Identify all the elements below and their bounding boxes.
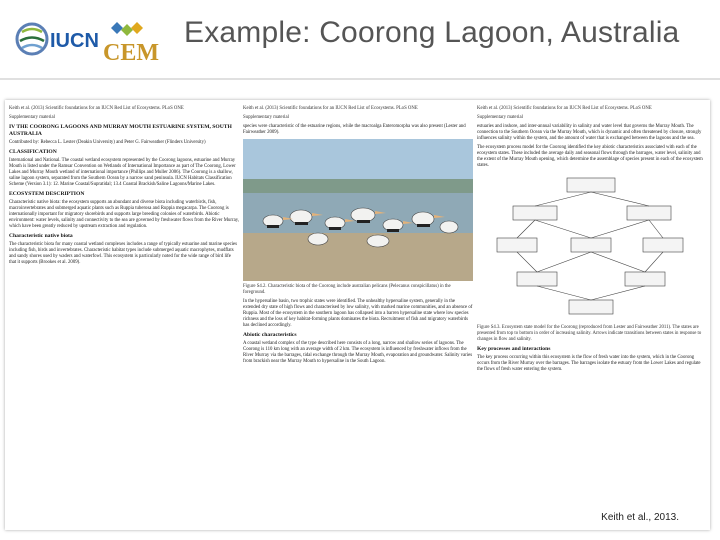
running-header: Keith et al. (2013) Scientific foundations for an IUCN Red List of Ecosystems. PLoS ONE bbox=[243, 106, 418, 111]
intro-paragraph: species were characteristic of the estuarine regions, while the macroalga Enteromorpha was also present (Lester and Fairweather 2009). bbox=[243, 124, 466, 135]
citation: Keith et al., 2013. bbox=[598, 511, 682, 524]
document-page-scan bbox=[5, 100, 710, 530]
supplementary-label: Supplementary material bbox=[243, 115, 289, 120]
slide-title: Example: Coorong Lagoon, Australia bbox=[184, 16, 680, 49]
intro-paragraph: estuaries and inshore, and inter-annual variability in salinity and water level that governs the Murray Mouth. The connection to the Southern Ocean via the Murray Mouth, which is dynamic and often threatened by closure, strongly influences salinity within the system, and the amount of water that is exchanged between the lagoons and the sea. bbox=[477, 124, 702, 141]
diagram-caption: Figure S4.3. Ecosystem state model for the Coorong (reproduced from Lester and Fairweather 2011). The states are presented from top to bottom in order of increasing salinity. Arrows indicate transitions between states in response to changes in flow and salinity. bbox=[477, 325, 702, 342]
contributors-line: Contributed by: Rebecca L. Lester (Deakin University) and Peter G. Fairweather (Flinders University) bbox=[9, 140, 206, 145]
document-column-3 bbox=[477, 104, 705, 524]
document-column-1 bbox=[9, 104, 239, 524]
classification-paragraph: International and National. The coastal wetland ecosystem represented by the Coorong lagoons, estuarine and Murray Mouth is listed under the Ramsar Convention on Wetlands of International Importance as part of The Coorong, Lower Lakes and Murray Mouth wetland of international importance (Phillips and Muller 2006). The Coorong is a shallow, saline lagoon system, separated from the Southern Ocean by a narrow sand peninsula. IUCN Habitats Classification Scheme (Version 3.1): 12. Marine Coastal/Supratidal; 13.4 Coastal Brackish/Saline Lagoons/Marine Lakes. bbox=[9, 158, 236, 187]
abiotic-paragraph: A coastal wetland complex of the type described here consists of a long, narrow and shallow series of lagoons. The Coorong is 110 km long with an average width of 2 km. The ecosystem is influenced by freshwater inflows from the River Murray via the barrages, tidal exchange through the Murray Mouth, evaporation and groundwater. Salinity varies from brackish near the Murray Mouth to hypersaline in the South Lagoon. bbox=[243, 341, 473, 364]
ecosystem-description-paragraph: Characteristic native biota: the ecosystem supports an abundant and diverse biota including waterbirds, fish, macroinvertebrates and submerged aquatic plants such as Ruppia tuberosa and Ruppia megacarpa. The Coorong is internationally important for migratory shorebirds and supports large breeding colonies of waterbirds. Abiotic environment: water levels, salinity and connectivity to the sea are governed by freshwater flows from the River Murray, which have been greatly reduced by upstream extraction and regulation. bbox=[9, 200, 239, 229]
running-header: Keith et al. (2013) Scientific foundations for an IUCN Red List of Ecosystems. PLoS ONE bbox=[477, 106, 652, 111]
ecosystem-state-diagram bbox=[477, 172, 705, 322]
native-biota-heading: Characteristic native biota bbox=[9, 233, 73, 239]
native-biota-paragraph: The characteristic biota for many coastal wetland complexes includes a range of typically estuarine and marine species including fish, birds and invertebrates. Characteristic habitat types include submerged aquatic macrophytes, mudflats and sandy shores used by waders and waterfowl. This ecosystem is particularly noted for the wide range of bird life that it supports (Brookes et al. 2009). bbox=[9, 242, 238, 265]
svg-text:IUCN: IUCN bbox=[50, 30, 99, 52]
processes-heading: Key processes and interactions bbox=[477, 346, 551, 352]
ecosystem-description-heading: ECOSYSTEM DESCRIPTION bbox=[9, 191, 85, 197]
model-paragraph: The ecosystem process model for the Coorong identified the key abiotic characteristics associated with each of the ecosystem states. These included the average daily and seasonal flows through the barrages, water level, salinity and the extent of the Murray Mouth opening, which determine the assemblage of species present in each of the ecosystem states. bbox=[477, 145, 703, 168]
photo-caption: Figure S4.2. Characteristic biota of the Coorong include australian pelicans (Pelecanus conspicillatus) in the foreground. bbox=[243, 284, 451, 295]
abiotic-heading: Abiotic characteristics bbox=[243, 332, 297, 338]
cem-logo bbox=[97, 20, 167, 70]
slide-header bbox=[0, 0, 720, 78]
header-divider bbox=[0, 78, 720, 80]
body-paragraph: In the hypersaline basin, two trophic states were identified. The unhealthy hypersaline system, generally in the extended dry state of high flows and characterised by low salinity, with marked marine communities, and an absence of Ruppia. Most of the ecosystem in the southern lagoon has collapsed into a barren hypersaline state where low species richness and the loss of key habitat-forming plants dominates the biota. Recruitment of fish and migratory waterbirds has declined accordingly. bbox=[243, 299, 473, 328]
supplementary-label: Supplementary material bbox=[477, 115, 523, 120]
section-heading: IV THE COORONG LAGOONS AND MURRAY MOUTH ESTUARINE SYSTEM, SOUTH AUSTRALIA bbox=[9, 124, 232, 137]
processes-paragraph: The key process occurring within this ecosystem is the flow of fresh water into the system, which in the Coorong occurs from the River Murray over the barrages. The barrages isolate the estuary from the Lower Lakes and regulate the flows of fresh water entering the system. bbox=[477, 355, 701, 372]
classification-heading: CLASSIFICATION bbox=[9, 149, 57, 155]
running-header: Keith et al. (2013) Scientific foundations for an IUCN Red List of Ecosystems. PLoS ONE bbox=[9, 106, 184, 111]
document-column-2 bbox=[243, 104, 473, 524]
iucn-logo bbox=[14, 14, 99, 64]
pelicans-photo bbox=[243, 139, 473, 281]
svg-text:CEM: CEM bbox=[103, 40, 159, 66]
supplementary-label: Supplementary material bbox=[9, 115, 55, 120]
